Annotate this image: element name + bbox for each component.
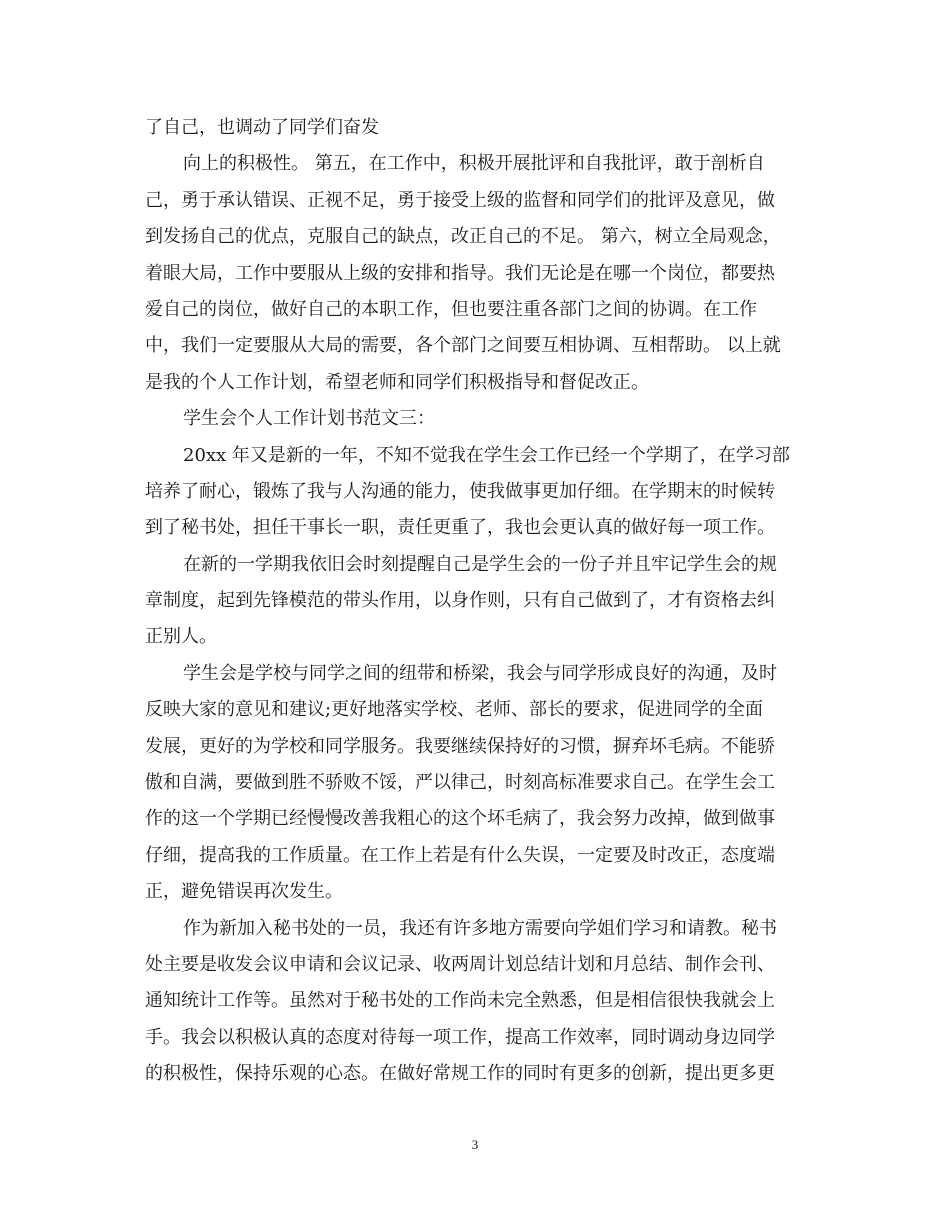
text-line: 手。我会以积极认真的态度对待每一项工作，提高工作效率，同时调动身边同学 (145, 1026, 775, 1048)
text-line: 作的这一个学期已经慢慢改善我粗心的这个坏毛病了，我会努力改掉，做到做事 (145, 808, 775, 830)
text-line: 着眼大局，工作中要服从上级的安排和指导。我们无论是在哪一个岗位，都要热 (145, 262, 775, 284)
text-line: 正，避免错误再次发生。 (145, 881, 343, 903)
text-line: 章制度，起到先锋模范的带头作用，以身作则，只有自己做到了，才有资格去纠 (145, 590, 775, 612)
text-line: 通知统计工作等。虽然对于秘书处的工作尚未完全熟悉，但是相信很快我就会上 (145, 990, 775, 1012)
text-line: 发展，更好的为学校和同学服务。我要继续保持好的习惯，摒弃坏毛病。不能骄 (145, 735, 775, 757)
text-line: 作为新加入秘书处的一员，我还有许多地方需要向学姐们学习和请教。秘书 (183, 917, 777, 939)
text-line: 仔细，提高我的工作质量。在工作上若是有什么失误，一定要及时改正，态度端 (145, 844, 775, 866)
page-number: 3 (471, 1137, 479, 1152)
text-line: 在新的一学期我依旧会时刻提醒自己是学生会的一份子并且牢记学生会的规 (183, 553, 777, 575)
text-line: 向上的积极性。 第五，在工作中，积极开展批评和自我批评，敢于剖析自 (183, 153, 765, 175)
text-line: 反映大家的意见和建议;更好地落实学校、老师、部长的要求，促进同学的全面 (145, 699, 764, 721)
text-line: 到发扬自己的优点，克服自己的缺点，改正自己的不足。 第六，树立全局观念， (145, 226, 781, 248)
text-line: 是我的个人工作计划，希望老师和同学们积极指导和督促改正。 (145, 371, 649, 393)
text-line: 正别人。 (145, 626, 217, 648)
text-line: 到了秘书处，担任干事长一职，责任更重了，我也会更认真的做好每一项工作。 (145, 517, 775, 539)
text-line: 爱自己的岗位，做好自己的本职工作，但也要注重各部门之间的协调。在工作 (145, 298, 757, 320)
text-line: 培养了耐心，锻炼了我与人沟通的能力，使我做事更加仔细。在学期末的时候转 (145, 480, 775, 502)
text-line: 了自己，也调动了同学们奋发 (145, 117, 379, 138)
document-body (145, 110, 810, 1093)
text-line: 处主要是收发会议申请和会议记录、收两周计划总结计划和月总结、制作会刊、 (145, 953, 775, 975)
text-line: 的积极性，保持乐观的心态。在做好常规工作的同时有更多的创新，提出更多更 (145, 1063, 775, 1085)
text-line: 中，我们一定要服从大局的需要，各个部门之间要互相协调、互相帮助。 以上就 (145, 335, 781, 357)
text-line: 己，勇于承认错误、正视不足，勇于接受上级的监督和同学们的批评及意见，做 (145, 189, 775, 211)
text-line: 学生会是学校与同学之间的纽带和桥梁，我会与同学形成良好的沟通，及时 (183, 662, 777, 684)
text-line: 傲和自满，要做到胜不骄败不馁，严以律己，时刻高标准要求自己。在学生会工 (145, 772, 775, 794)
text-line: 20xx 年又是新的一年，不知不觉我在学生会工作已经一个学期了，在学习部 (183, 444, 790, 466)
text-line: 学生会个人工作计划书范文三： (183, 408, 435, 430)
